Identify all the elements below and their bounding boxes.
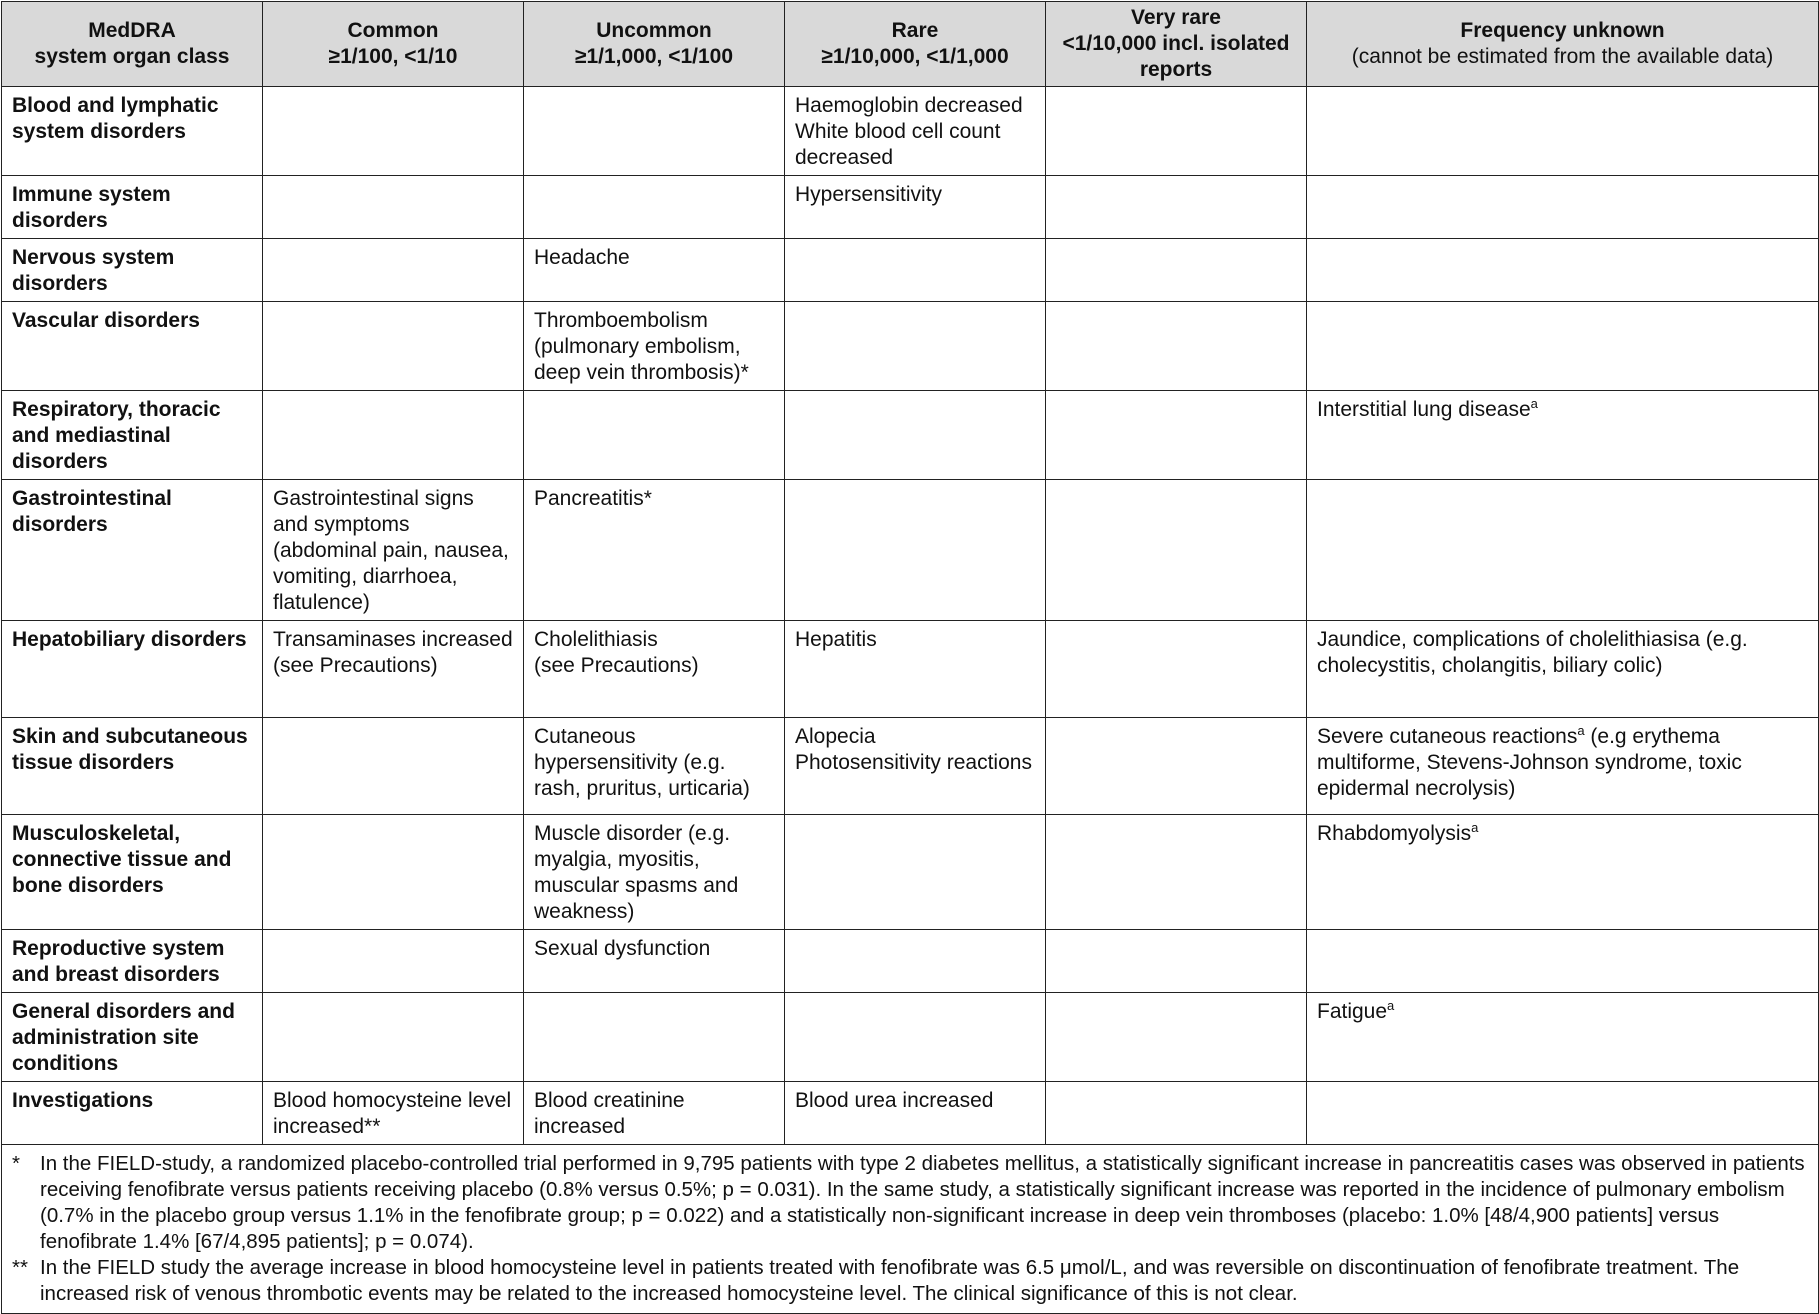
table-row <box>2 87 1819 176</box>
rare-cell <box>785 480 1046 621</box>
rare-line: Alopecia <box>795 725 876 748</box>
uncommon-line: Cholelithiasis <box>534 628 658 651</box>
footnote-a-marker: a <box>1387 998 1395 1013</box>
soc-cell: Vascular disorders <box>2 302 263 391</box>
very-rare-cell <box>1046 480 1307 621</box>
uncommon-cell <box>524 391 785 480</box>
very-rare-cell <box>1046 302 1307 391</box>
common-cell <box>263 302 524 391</box>
unknown-cell <box>1307 815 1819 930</box>
rare-line: Haemoglobin decreased <box>795 94 1023 117</box>
soc-cell: Blood and lymphatic system disorders <box>2 87 263 176</box>
common-cell <box>263 176 524 239</box>
common-cell: Gastrointestinal signs and symptoms (abdominal pain, nausea, vomiting, diarrhoea, flatulence) <box>263 480 524 621</box>
header-row <box>2 2 1819 87</box>
uncommon-cell: Thromboembolism (pulmonary embolism, deep vein thrombosis)* <box>524 302 785 391</box>
table-row <box>2 391 1819 480</box>
table-row <box>2 621 1819 718</box>
rare-cell <box>785 239 1046 302</box>
table-row <box>2 176 1819 239</box>
uncommon-cell <box>524 621 785 718</box>
common-cell <box>263 993 524 1082</box>
soc-cell: Reproductive system and breast disorders <box>2 930 263 993</box>
unknown-text: Fatigue <box>1317 1000 1388 1023</box>
footnotes-cell <box>2 1145 1819 1314</box>
table-row <box>2 239 1819 302</box>
rare-cell: Hypersensitivity <box>785 176 1046 239</box>
footnote-text: In the FIELD-study, a randomized placebo-controlled trial performed in 9,795 patients with type 2 diabetes mellitus, a statistically significant increase in pancreatitis cases was observed in patients receiving fenofibrate versus patients receiving placebo (0.8% versus 0.5%; p = 0.031). In the same study, a statistically significant increase was reported in the incidence of pulmonary embolism (0.7% in the placebo group versus 1.1% in the fenofibrate group; p = 0.022) and a statistically non-significant increase in deep vein thromboses (placebo: 1.0% [48/4,900 patients] versus fenofibrate 1.4% [67/4,895 patients]; p = 0.074). <box>40 1152 1805 1253</box>
unknown-cell <box>1307 239 1819 302</box>
uncommon-cell <box>524 993 785 1082</box>
table-row <box>2 993 1819 1082</box>
unknown-text: Interstitial lung disease <box>1317 398 1531 421</box>
common-cell <box>263 239 524 302</box>
very-rare-cell <box>1046 621 1307 718</box>
footnote-a-marker: a <box>1530 396 1538 411</box>
uncommon-cell: Sexual dysfunction <box>524 930 785 993</box>
table-row <box>2 718 1819 815</box>
header-uncommon: Uncommon ≥1/1,000, <1/100 <box>524 2 785 87</box>
common-cell <box>263 718 524 815</box>
uncommon-cell: Blood creatinine increased <box>524 1082 785 1145</box>
uncommon-cell: Pancreatitis* <box>524 480 785 621</box>
rare-cell <box>785 930 1046 993</box>
soc-cell: Nervous system disorders <box>2 239 263 302</box>
common-cell <box>263 930 524 993</box>
soc-cell: Skin and subcutaneous tissue disorders <box>2 718 263 815</box>
adverse-reactions-table <box>1 1 1819 1314</box>
soc-cell: Musculoskeletal, connective tissue and bone disorders <box>2 815 263 930</box>
table-row <box>2 302 1819 391</box>
rare-cell <box>785 815 1046 930</box>
rare-cell <box>785 391 1046 480</box>
footnote-double-asterisk <box>12 1255 1808 1307</box>
table-row <box>2 815 1819 930</box>
footnote-a-marker: a <box>1577 723 1585 738</box>
unknown-cell: Jaundice, complications of cholelithiasisa (e.g. cholecystitis, cholangitis, biliary colic) <box>1307 621 1819 718</box>
very-rare-cell <box>1046 815 1307 930</box>
uncommon-cell <box>524 176 785 239</box>
unknown-cell <box>1307 87 1819 176</box>
soc-cell: Investigations <box>2 1082 263 1145</box>
common-cell <box>263 87 524 176</box>
unknown-cell <box>1307 302 1819 391</box>
common-cell: Blood homocysteine level increased** <box>263 1082 524 1145</box>
common-cell <box>263 391 524 480</box>
rare-cell <box>785 87 1046 176</box>
table-row <box>2 480 1819 621</box>
uncommon-cell <box>524 87 785 176</box>
footnotes-row <box>2 1145 1819 1314</box>
unknown-cell <box>1307 718 1819 815</box>
rare-cell <box>785 302 1046 391</box>
very-rare-cell <box>1046 1082 1307 1145</box>
common-cell <box>263 621 524 718</box>
header-very-rare: Very rare <1/10,000 incl. isolated reports <box>1046 2 1307 87</box>
unknown-cell <box>1307 176 1819 239</box>
table-row <box>2 1082 1819 1145</box>
unknown-cell <box>1307 993 1819 1082</box>
uncommon-cell: Cutaneous hypersensitivity (e.g. rash, pruritus, urticaria) <box>524 718 785 815</box>
rare-line: Photosensitivity reactions <box>795 751 1032 774</box>
uncommon-line: (see Precautions) <box>534 654 699 677</box>
unknown-cell <box>1307 480 1819 621</box>
common-line: Transaminases increased <box>273 628 513 651</box>
header-rare: Rare ≥1/10,000, <1/1,000 <box>785 2 1046 87</box>
soc-cell: Gastrointestinal disorders <box>2 480 263 621</box>
unknown-text: Rhabdomyolysis <box>1317 822 1472 845</box>
footnote-mark: ** <box>12 1256 28 1279</box>
common-line: (see Precautions) <box>273 654 438 677</box>
uncommon-cell: Headache <box>524 239 785 302</box>
header-soc: MedDRA system organ class <box>2 2 263 87</box>
very-rare-cell <box>1046 391 1307 480</box>
rare-line: White blood cell count decreased <box>795 120 1001 169</box>
header-frequency-unknown: Frequency unknown (cannot be estimated from the available data) <box>1307 2 1819 87</box>
rare-cell <box>785 718 1046 815</box>
soc-cell: Immune system disorders <box>2 176 263 239</box>
very-rare-cell <box>1046 87 1307 176</box>
document-page <box>0 1 1819 1305</box>
soc-cell: Hepatobiliary disorders <box>2 621 263 718</box>
rare-cell <box>785 993 1046 1082</box>
unknown-cell <box>1307 1082 1819 1145</box>
unknown-text: Severe cutaneous reactions <box>1317 725 1578 748</box>
unknown-cell <box>1307 391 1819 480</box>
uncommon-cell: Muscle disorder (e.g. myalgia, myositis, muscular spasms and weakness) <box>524 815 785 930</box>
very-rare-cell <box>1046 176 1307 239</box>
very-rare-cell <box>1046 930 1307 993</box>
very-rare-cell <box>1046 718 1307 815</box>
soc-cell: General disorders and administration site conditions <box>2 993 263 1082</box>
footnote-text: In the FIELD study the average increase in blood homocysteine level in patients treated with fenofibrate was 6.5 μmol/L, and was reversible on discontinuation of fenofibrate treatment. The increased risk of venous thrombotic events may be related to the increased homocysteine level. The clinical significance of this is not clear. <box>40 1256 1740 1305</box>
rare-cell: Hepatitis <box>785 621 1046 718</box>
table-row <box>2 930 1819 993</box>
common-cell <box>263 815 524 930</box>
footnote-mark: * <box>12 1152 20 1175</box>
unknown-cell <box>1307 930 1819 993</box>
very-rare-cell <box>1046 993 1307 1082</box>
footnote-single-asterisk <box>12 1151 1808 1255</box>
very-rare-cell <box>1046 239 1307 302</box>
rare-cell: Blood urea increased <box>785 1082 1046 1145</box>
unknown-text-cont: (e.g erythema multiforme, Stevens-Johnson syndrome, toxic epidermal necrolysis) <box>1317 725 1742 800</box>
footnote-a-marker: a <box>1471 820 1479 835</box>
header-common: Common ≥1/100, <1/10 <box>263 2 524 87</box>
soc-cell: Respiratory, thoracic and mediastinal disorders <box>2 391 263 480</box>
